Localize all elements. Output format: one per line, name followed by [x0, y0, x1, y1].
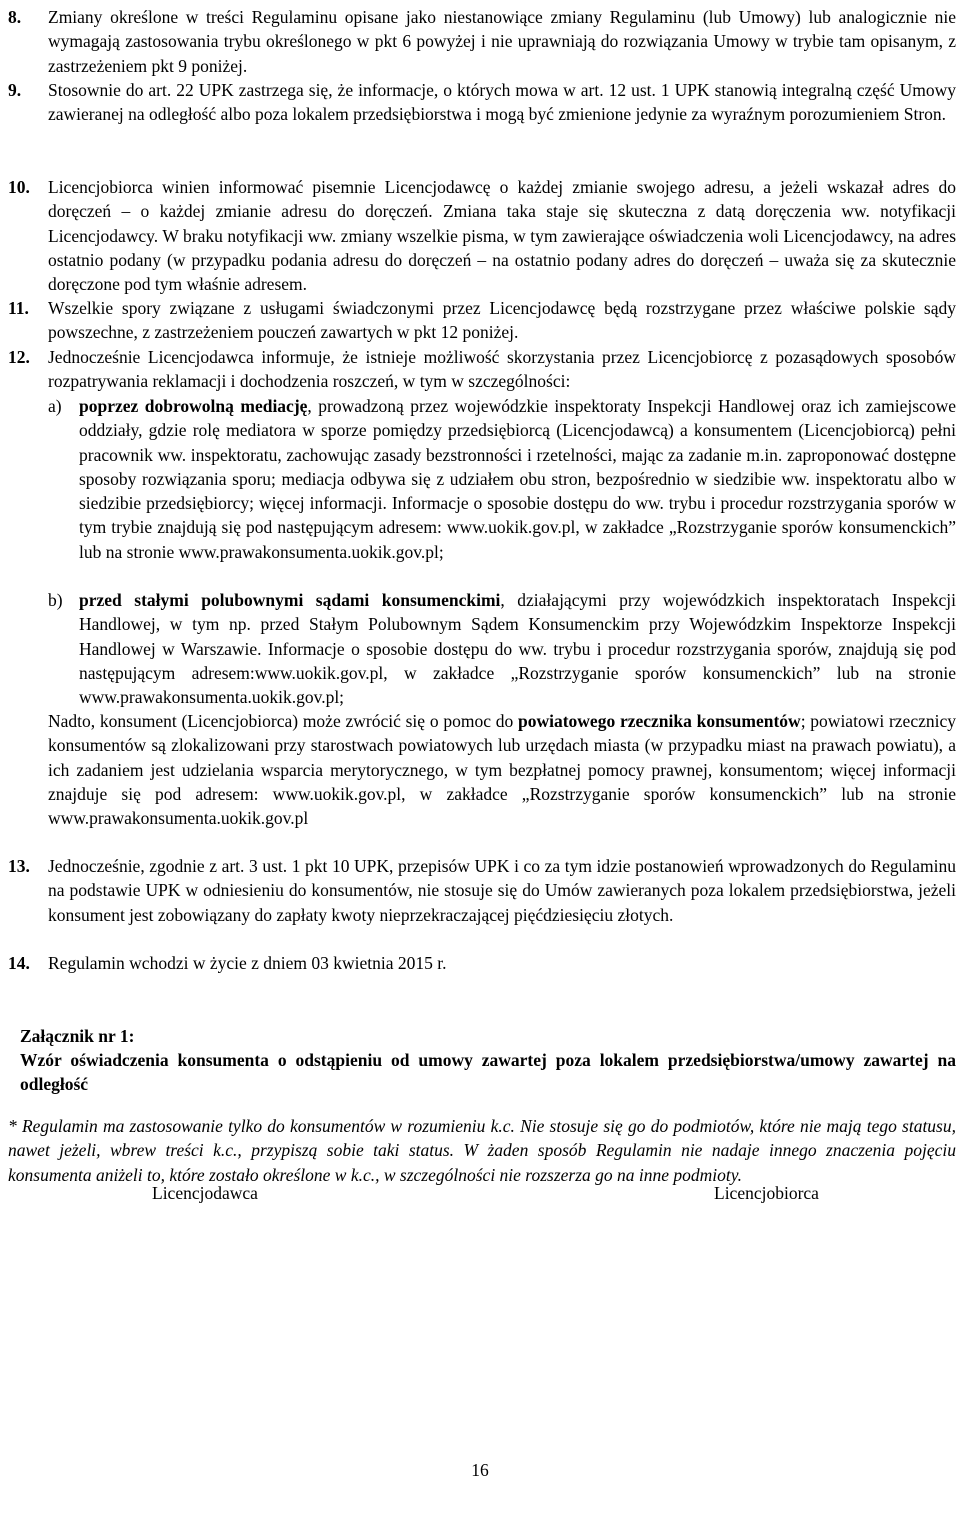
section-10 — [8, 175, 956, 296]
subsection-b — [48, 588, 956, 709]
section-14 — [8, 951, 956, 975]
signature-licensee: Licencjobiorca — [714, 1183, 819, 1203]
section-8 — [8, 5, 956, 78]
footnote: * Regulamin ma zastosowanie tylko do konsumentów w rozumieniu k.c. Nie stosuje się go do podmiotów, które nie mają tego statusu, nawet jeżeli, wbrew treści k.c., przypiszą sobie taki status. W żaden sposób Regulamin nie nadaje innego znaczenia pojęciu konsumenta aniżeli to, które zostało określone w k.c., w szczególności nie rozszerza go na inne podmioty. — [8, 1116, 956, 1185]
section-number: 9. — [8, 80, 22, 100]
section-number: 11. — [8, 298, 29, 318]
section-number: 13. — [8, 856, 30, 876]
section-text: Stosownie do art. 22 UPK zastrzega się, że informacje, o których mowa w art. 12 ust. 1 UPK stanowią integralną część Umowy zawieranej na odległość albo poza lokalem przedsiębiorstwa i mogą być zmienione jedynie za wyraźnym porozumieniem Stron. — [48, 80, 956, 125]
paragraph-bold-phrase: powiatowego rzecznika konsumentów — [517, 711, 801, 731]
subsection-bold-phrase: przed stałymi polubownymi sądami konsumenckimi — [79, 590, 501, 610]
subsection-a — [48, 394, 956, 564]
subsection-bold-phrase: poprzez dobrowolną mediację — [79, 396, 308, 416]
section-number: 12. — [8, 347, 30, 367]
section-13 — [8, 854, 956, 927]
subsection-text — [79, 394, 956, 564]
signature-licensor: Licencjodawca — [152, 1183, 258, 1203]
section-text: Jednocześnie, zgodnie z art. 3 ust. 1 pkt 10 UPK, przepisów UPK i co za tym idzie postanowień wprowadzonych do Regulaminu na podstawie UPK w odniesieniu do konsumentów, nie stosuje się do Umów zawieranych poza lokalem przedsiębiorstwa, jeżeli konsument jest zobowiązany do zapłaty kwoty nieprzekraczającej pięćdziesięciu złotych. — [48, 856, 956, 925]
section-text: Wszelkie spory związane z usługami świadczonymi przez Licencjodawcę będą rozstrzygane przez właściwe polskie sądy powszechne, z zastrzeżeniem pouczeń zawartych w pkt 12 poniżej. — [48, 298, 956, 343]
section-9 — [8, 78, 956, 127]
section-number: 14. — [8, 953, 30, 973]
section-text: Regulamin wchodzi w życie z dniem 03 kwietnia 2015 r. — [48, 953, 447, 973]
subsection-text — [79, 588, 956, 709]
section-text: Jednocześnie Licencjodawca informuje, że istnieje możliwość skorzystania przez Licencjobiorcę z pozasądowych sposobów rozpatrywania reklamacji i dochodzenia roszczeń, w tym w szczególności: — [48, 347, 956, 392]
section-text: Zmiany określone w treści Regulaminu opisane jako niestanowiące zmiany Regulaminu (lub Umowy) lub analogicznie nie wymagają zastosowania trybu określonego w pkt 6 powyżej i nie uprawniają do rozwiązania Umowy w trybie tam opisanym, z zastrzeżeniem pkt 9 poniżej. — [48, 7, 956, 76]
page-number: 16 — [471, 1460, 489, 1480]
section-text: Licencjobiorca winien informować pisemnie Licencjodawcę o każdej zmianie swojego adresu, a jeżeli wskazał adres do doręczeń – o każdej zmianie adresu do doręczeń. Zmiana taka staje się skuteczna z datą doręczenia ww. notyfikacji Licencjodawcy. W braku notyfikacji ww. zmiany wszelkie pisma, w tym zawierające oświadczenia woli Licencjodawcy, na adres ostatnio podany (w przypadku podania adresu do doręczeń – na ostatnio podany adres do doręczeń – uważa się za skutecznie doręczone pod tym właśnie adresem. — [48, 177, 956, 295]
subsection-label: a) — [48, 396, 62, 416]
paragraph-lead: Nadto, konsument (Licencjobiorca) może zwrócić się o pomoc do — [48, 711, 518, 731]
paragraph-rest: ; powiatowi rzecznicy konsumentów są zlokalizowani przy starostwach powiatowych lub urzędach miasta (w przypadku miast na prawach powiatu), a ich zadaniem jest udzielania wsparcia merytorycznego, w tym bezpłatnej pomocy prawnej, konsumentom; więcej informacji znajduje się pod adresem: www.uokik.gov.pl, w zakładce „Rozstrzyganie sporów konsumenckich” lub na stronie www.prawakonsumenta.uokik.gov.pl — [48, 711, 956, 829]
section-11 — [8, 296, 956, 345]
subsection-label: b) — [48, 590, 63, 610]
subsection-rest: , działającymi przy wojewódzkich inspektoratach Inspekcji Handlowej, w tym np. przed Stałym Polubownym Sądem Konsumenckim przy Wojewódzkim Inspektorze Inspekcji Handlowej w Warszawie. Informacje o sposobie dostępu do ww. trybu i procedur rozstrzygania sporów, znajdują się pod następującym adresem:www.uokik.gov.pl, w zakładce „Rozstrzyganie sporów konsumenckich” lub na stronie www.prawakonsumenta.uokik.gov.pl; — [79, 590, 956, 708]
subsection-rest: , prowadzoną przez wojewódzkie inspektoraty Inspekcji Handlowej oraz ich zamiejscowe oddziały, gdzie rolę mediatora w sporze pomiędzy przedsiębiorcą (Licencjodawcą) a konsumentem (Licencjobiorcą) pełni pracownik ww. inspektoratu, zachowując zasady bezstronności i rzetelności, mając za zadanie m.in. zaproponować dostępne sposoby rozwiązania sporu; mediacja odbywa się z udziałem obu stron, bezpośrednio w siedzibie ww. inspektoratu albo w siedzibie przedsiębiorcy; więcej informacji. Informacje o sposobie dostępu do ww. trybu i procedur rozstrzygania sporów w tym trybie znajdują się pod następującym adresem: www.uokik.gov.pl, w zakładce „Rozstrzyganie sporów konsumenckich” lub na stronie www.prawakonsumenta.uokik.gov.pl; — [79, 396, 956, 562]
attachment-subtitle: Wzór oświadczenia konsumenta o odstąpieniu od umowy zawartej poza lokalem przedsiębiorstwa/umowy zawartej na odległość — [20, 1050, 956, 1095]
section-number: 8. — [8, 7, 22, 27]
section-number: 10. — [8, 177, 30, 197]
attachment-title: Załącznik nr 1: — [20, 1026, 135, 1046]
section-12 — [8, 345, 956, 394]
consumer-ombudsman-paragraph — [48, 709, 956, 830]
